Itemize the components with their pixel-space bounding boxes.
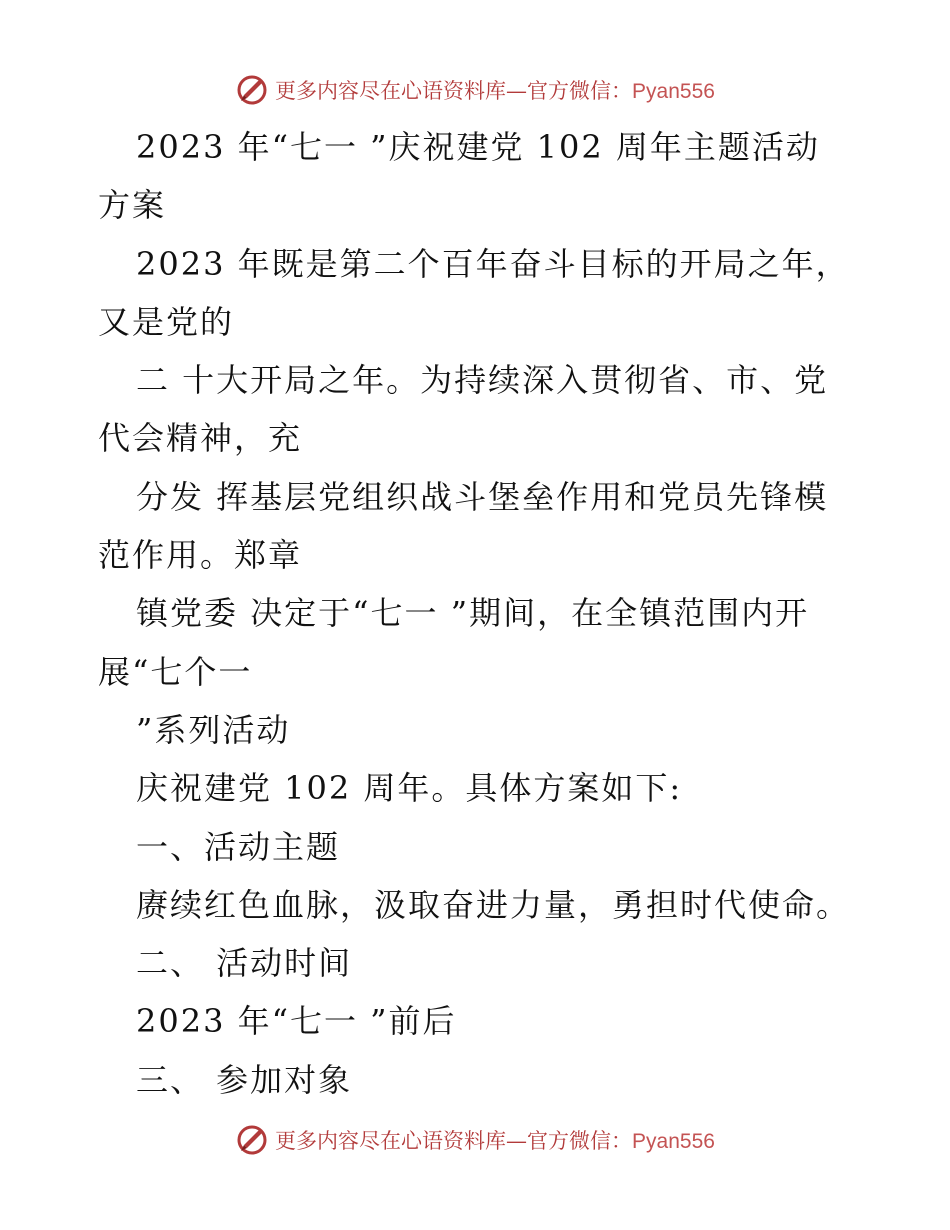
quill-logo-icon (235, 1123, 269, 1157)
header-banner-zh: 更多内容尽在心语资料库—官方微信： (275, 79, 633, 103)
header-banner (0, 70, 950, 110)
header-banner-text (275, 75, 715, 105)
doc-line-12: 庆祝建党 102 周年。具体方案如下: (136, 769, 683, 808)
footer-banner-id: Pyan556 (632, 1130, 715, 1153)
doc-line-14: 赓续红色血脉，汲取奋进力量，勇担时代使命。 (136, 885, 851, 924)
document-body (98, 118, 878, 1109)
doc-line-2: 方案 (98, 186, 167, 225)
doc-line-6: 代会精神，充 (98, 419, 303, 458)
footer-banner-text (275, 1125, 715, 1155)
doc-line-7: 分发 挥基层党组织战斗堡垒作用和党员先锋模 (136, 477, 829, 516)
doc-line-3: 2023 年既是第二个百年奋斗目标的开局之年， (136, 244, 850, 283)
doc-line-15: 二、 活动时间 (136, 944, 353, 983)
footer-banner-zh: 更多内容尽在心语资料库—官方微信： (275, 1129, 633, 1153)
quill-logo-icon (235, 73, 269, 107)
doc-line-10: 展“七个一 (98, 652, 253, 691)
doc-line-4: 又是党的 (98, 302, 235, 341)
footer-banner (0, 1120, 950, 1160)
doc-line-8: 范作用。郑章 (98, 536, 303, 575)
doc-line-1: 2023 年“七一 ”庆祝建党 102 周年主题活动 (136, 128, 820, 166)
doc-line-17: 三、 参加对象 (136, 1060, 353, 1099)
header-banner-id: Pyan556 (632, 80, 715, 103)
doc-line-9: 镇党委 决定于“七一 ”期间，在全镇范围内开 (136, 594, 810, 633)
doc-line-5: 二 十大开局之年。为持续深入贯彻省、市、党 (136, 361, 829, 400)
doc-line-13: 一、活动主题 (136, 827, 341, 866)
doc-line-16: 2023 年“七一 ”前后 (136, 1002, 457, 1041)
doc-line-11: ”系列活动 (136, 710, 291, 749)
